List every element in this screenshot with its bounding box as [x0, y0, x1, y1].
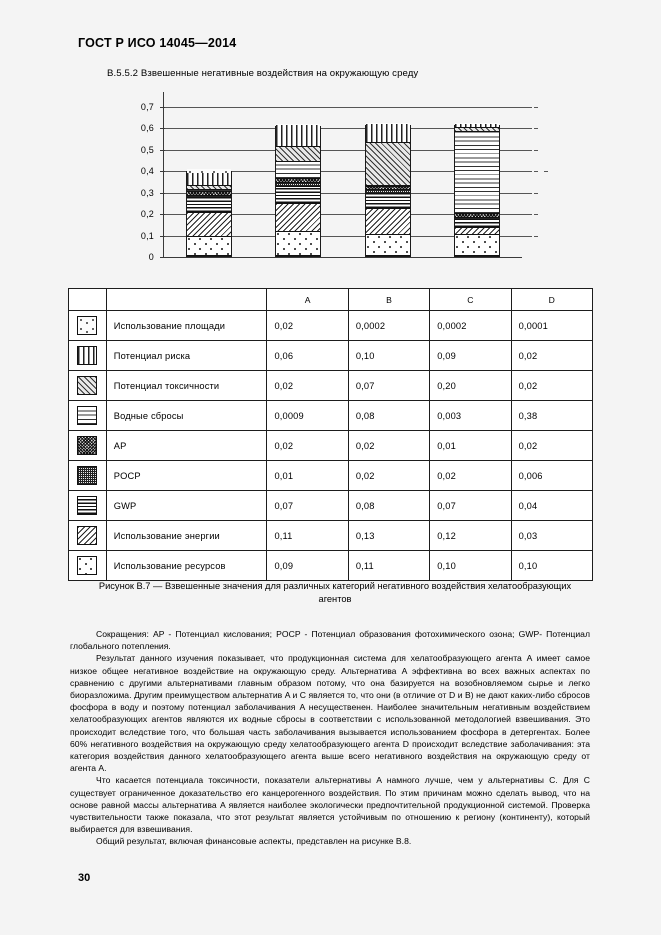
energy-swatch	[77, 526, 97, 545]
swatch-cell	[69, 461, 107, 491]
value-cell-d: 0,02	[511, 371, 592, 401]
chart-segment	[276, 125, 320, 146]
value-cell-b: 0,08	[348, 401, 429, 431]
chart-gridline	[164, 107, 532, 108]
chart-y-tick	[160, 193, 165, 194]
value-cell-c: 0,10	[430, 551, 511, 581]
category-name-cell: Использование энергии	[106, 521, 267, 551]
table-row	[69, 521, 593, 551]
value-cell-a: 0,0009	[267, 401, 348, 431]
chart-segment	[455, 220, 499, 229]
value-cell-c: 0,12	[430, 521, 511, 551]
swatch-cell	[69, 431, 107, 461]
value-cell-a: 0,02	[267, 311, 348, 341]
chart-plot-area	[163, 96, 522, 258]
chart-y-axis-label: 0,1	[140, 230, 154, 241]
resources-swatch	[77, 556, 97, 575]
toxicity-swatch	[77, 376, 97, 395]
abbreviations-paragraph: Сокращения: AP - Потенциал кислования; POCP - Потенциал образования фотохимического озона; GWP- Потенциал глобального потепления.	[70, 629, 590, 652]
value-cell-c: 0,02	[430, 461, 511, 491]
chart-right-tick	[534, 214, 538, 215]
chart-segment	[366, 143, 410, 186]
chart-segment	[455, 132, 499, 214]
chart-right-tick	[534, 193, 538, 194]
chart-y-axis-label: 0,4	[140, 166, 154, 177]
chart-bar-c	[365, 125, 411, 257]
chart-y-axis-label: 0,6	[140, 123, 154, 134]
impact-categories-table	[68, 288, 593, 581]
value-cell-d: 0,10	[511, 551, 592, 581]
table-row	[69, 341, 593, 371]
chart-segment	[187, 173, 231, 186]
figure-caption	[90, 580, 580, 607]
chart-segment	[276, 204, 320, 232]
value-cell-d: 0,0001	[511, 311, 592, 341]
chart-y-tick	[160, 171, 165, 172]
table-row	[69, 551, 593, 581]
swatch-cell	[69, 341, 107, 371]
table-row	[69, 371, 593, 401]
value-cell-b: 0,10	[348, 341, 429, 371]
value-cell-a: 0,01	[267, 461, 348, 491]
category-name-cell: AP	[106, 431, 267, 461]
category-name-cell: Использование ресурсов	[106, 551, 267, 581]
value-cell-d: 0,38	[511, 401, 592, 431]
category-name-cell: Потенциал риска	[106, 341, 267, 371]
figure-caption-line-2: хелатообразующих агентов	[318, 581, 572, 605]
category-name-cell: GWP	[106, 491, 267, 521]
value-cell-c: 0,20	[430, 371, 511, 401]
header-name-col	[106, 289, 267, 311]
pocp-swatch	[77, 466, 97, 485]
chart-right-tick	[534, 107, 538, 108]
chart-segment	[187, 198, 231, 213]
body-paragraph-2: Что касается потенциала токсичности, показатели альтернативы A намного лучше, чем у альтернативы C. Для C существует ограниченное доказательство его канцерогенного воздействия. По этим причинам можно сделать вывод, что на основе равной массы альтернатива A является наиболее экологически предпочтительной продукционной системой. Проверка чувствительности также показала, что этот результат является устойчивым по отношению к региону (континенту), который выбирается для взвешивания.	[70, 775, 590, 835]
header-swatch-col	[69, 289, 107, 311]
table-body	[69, 311, 593, 581]
chart-y-tick	[160, 150, 165, 151]
value-cell-a: 0,02	[267, 431, 348, 461]
swatch-cell	[69, 491, 107, 521]
figure-caption-line-1: Рисунок В.7 — Взвешенные значения для различных категорий негативного воздействия	[98, 581, 486, 591]
table-row	[69, 401, 593, 431]
water-swatch	[77, 406, 97, 425]
chart-segment	[366, 124, 410, 143]
swatch-cell	[69, 401, 107, 431]
value-cell-b: 0,0002	[348, 311, 429, 341]
value-cell-c: 0,09	[430, 341, 511, 371]
swatch-cell	[69, 371, 107, 401]
table-row	[69, 431, 593, 461]
chart-marker	[544, 171, 548, 172]
chart-y-axis-label: 0,3	[140, 187, 154, 198]
chart-segment	[366, 209, 410, 235]
ap-swatch	[77, 436, 97, 455]
standard-header: ГОСТ Р ИСО 14045—2014	[78, 36, 237, 50]
chart-right-tick	[534, 236, 538, 237]
value-cell-c: 0,01	[430, 431, 511, 461]
value-cell-b: 0,11	[348, 551, 429, 581]
table-header-row	[69, 289, 593, 311]
chart-right-tick	[534, 150, 538, 151]
value-cell-c: 0,003	[430, 401, 511, 431]
header-col-b: B	[348, 289, 429, 311]
body-paragraph-1: Результат данного изучения показывает, что продукционная система для хелатообразующего агента A имеет самое низкое общее негативное воздействие на окружающую среду. Альтернатива A эффективна во всех важных аспектах по сравнению с другими альтернативами главным образом потому, что она базируется на возобновляемом сырье и легко биоразложима. Другим преимуществом альтернатив A и C является то, что они (в отличие от D и B) не дают каких-либо сбросов фосфора в воду и поэтому потенциал заболачивания A несущественен. Наиболее значительным негативным воздействием хелатообразующих агентов являются их водные сбросы в соответствии с использованной методологией взвешивания. Это происходит вследствие того, что большая часть заболачивания вызывается использованием фосфора в детергентах. Более 60% негативного воздействия на окружающую среду хелатообразующего агента D происходит вследствие заболачивания: эта категория воздействия данного хелатообразующего агента выше всего негативного воздействия на окружающую среду от агента A.	[70, 653, 590, 774]
value-cell-d: 0,02	[511, 431, 592, 461]
value-cell-b: 0,07	[348, 371, 429, 401]
table-row	[69, 461, 593, 491]
stacked-bar-chart	[108, 96, 548, 276]
chart-bar-b	[275, 126, 321, 257]
swatch-cell	[69, 521, 107, 551]
chart-y-axis-label: 0	[148, 252, 154, 262]
body-paragraph-3: Общий результат, включая финансовые аспекты, представлен на рисунке В.8.	[96, 836, 412, 847]
body-text	[70, 628, 590, 848]
chart-bar-d	[454, 125, 500, 257]
value-cell-a: 0,11	[267, 521, 348, 551]
category-name-cell: Потенциал токсичности	[106, 371, 267, 401]
chart-y-axis-label: 0,2	[140, 209, 154, 220]
chart-bar-a	[186, 171, 232, 257]
value-cell-b: 0,13	[348, 521, 429, 551]
header-col-a: A	[267, 289, 348, 311]
table-row	[69, 311, 593, 341]
value-cell-b: 0,02	[348, 431, 429, 461]
value-cell-a: 0,06	[267, 341, 348, 371]
chart-y-axis-label: 0,5	[140, 144, 154, 155]
value-cell-c: 0,0002	[430, 311, 511, 341]
value-cell-d: 0,006	[511, 461, 592, 491]
risk-swatch	[77, 346, 97, 365]
section-heading: B.5.5.2 Взвешенные негативные воздействия на окружающую среду	[107, 68, 419, 79]
category-name-cell: Использование площади	[106, 311, 267, 341]
chart-y-tick	[160, 236, 165, 237]
chart-segment	[276, 147, 320, 162]
category-name-cell: POCP	[106, 461, 267, 491]
swatch-cell	[69, 311, 107, 341]
chart-y-tick	[160, 214, 165, 215]
chart-segment	[187, 213, 231, 237]
swatch-cell	[69, 551, 107, 581]
value-cell-b: 0,02	[348, 461, 429, 491]
value-cell-b: 0,08	[348, 491, 429, 521]
value-cell-d: 0,02	[511, 341, 592, 371]
chart-segment	[276, 162, 320, 179]
chart-y-tick	[160, 107, 165, 108]
header-col-d: D	[511, 289, 592, 311]
chart-y-tick	[160, 257, 165, 258]
chart-segment	[366, 235, 410, 256]
land-use-swatch	[77, 316, 97, 335]
chart-segment	[187, 237, 231, 256]
header-col-c: C	[430, 289, 511, 311]
page-number: 30	[78, 872, 91, 884]
chart-segment	[276, 232, 320, 256]
gwp-swatch	[77, 496, 97, 515]
value-cell-a: 0,02	[267, 371, 348, 401]
chart-right-tick	[534, 171, 538, 172]
value-cell-a: 0,09	[267, 551, 348, 581]
table-row	[69, 491, 593, 521]
value-cell-c: 0,07	[430, 491, 511, 521]
chart-segment	[366, 194, 410, 209]
value-cell-a: 0,07	[267, 491, 348, 521]
chart-y-axis-label: 0,7	[140, 101, 154, 112]
chart-y-tick	[160, 128, 165, 129]
category-name-cell: Водные сбросы	[106, 401, 267, 431]
chart-right-tick	[534, 128, 538, 129]
value-cell-d: 0,03	[511, 521, 592, 551]
table-head	[69, 289, 593, 311]
value-cell-d: 0,04	[511, 491, 592, 521]
chart-segment	[276, 187, 320, 204]
chart-segment	[455, 235, 499, 256]
